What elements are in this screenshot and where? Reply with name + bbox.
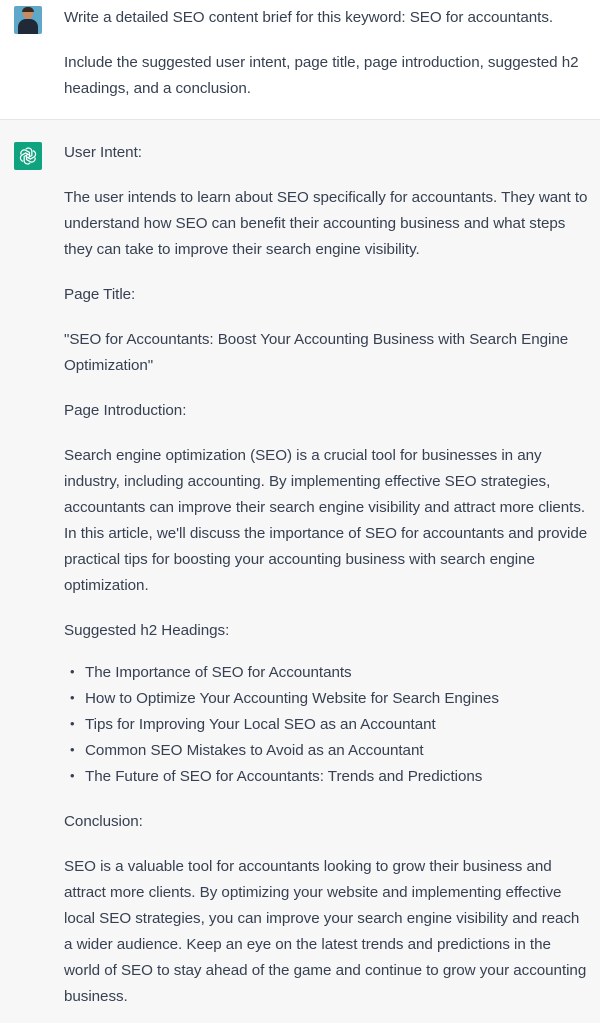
page-introduction-label: Page Introduction: (64, 402, 187, 419)
list-item: • The Future of SEO for Accountants: Trends and Predictions (64, 764, 588, 790)
assistant-message-text (64, 140, 588, 1024)
page-title-label: Page Title: (64, 286, 136, 303)
page-title-text: "SEO for Accountants: Boost Your Accounting Business with Search Engine Optimization" (64, 331, 569, 374)
h2-headings-list (64, 660, 588, 790)
list-item: • How to Optimize Your Accounting Website for Search Engines (64, 686, 588, 712)
conclusion-text: SEO is a valuable tool for accountants looking to grow their business and attract more clients. By optimizing your website and implementing effective local SEO strategies, you can improve your search engine visibility and reach a wider audience. Keep an eye on the latest trends and predictions in the world of SEO to stay ahead of the game and continue to grow your accounting business. (64, 858, 587, 1005)
user-message-text (64, 5, 588, 121)
list-item: • The Importance of SEO for Accountants (64, 660, 588, 686)
user-avatar-icon (14, 6, 42, 34)
user-message (0, 0, 600, 120)
chatgpt-logo-icon (14, 142, 42, 170)
assistant-message (0, 120, 600, 1023)
prompt-line-1: Write a detailed SEO content brief for this keyword: SEO for accountants. (64, 9, 554, 26)
prompt-line-2: Include the suggested user intent, page title, page introduction, suggested h2 headings, and a conclusion. (64, 54, 579, 97)
user-intent-label: User Intent: (64, 144, 142, 161)
list-item: • Tips for Improving Your Local SEO as an Accountant (64, 712, 588, 738)
page-introduction-text: Search engine optimization (SEO) is a crucial tool for businesses in any industry, including accounting. By implementing effective SEO strategies, accountants can improve their search engine visibility and attract more clients. In this article, we'll discuss the importance of SEO for accountants and provide practical tips for boosting your accounting business with search engine optimization. (64, 447, 588, 594)
list-item: • Common SEO Mistakes to Avoid as an Accountant (64, 738, 588, 764)
user-intent-text: The user intends to learn about SEO specifically for accountants. They want to understand how SEO can benefit their accounting business and what steps they can take to improve their search engine visibility. (64, 189, 588, 258)
h2-headings-label: Suggested h2 Headings: (64, 622, 230, 639)
conclusion-label: Conclusion: (64, 813, 143, 830)
